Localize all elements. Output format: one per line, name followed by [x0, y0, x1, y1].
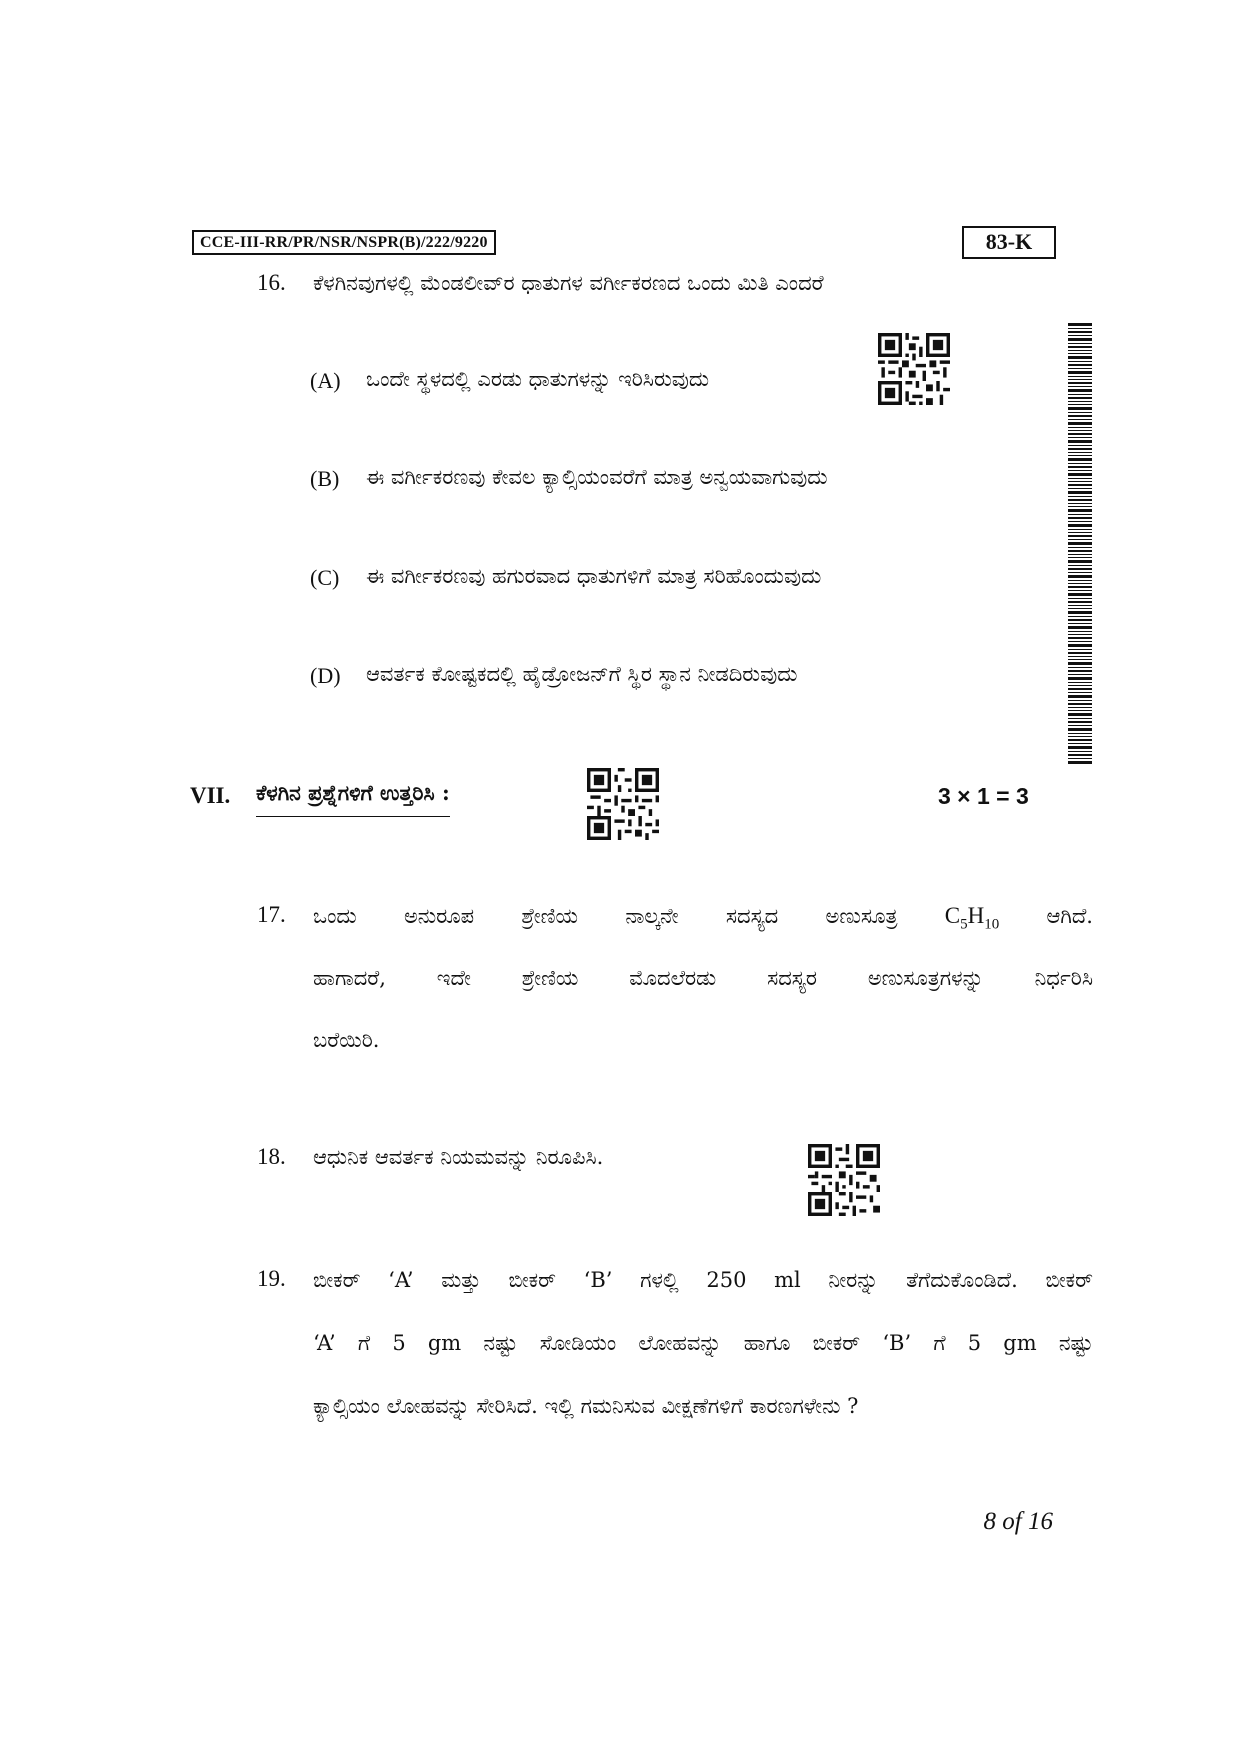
question-17-line-1: [313, 901, 1093, 940]
formula-hydrogen: H: [967, 903, 985, 928]
question-18-text: ಆಧುನಿಕ ಆವರ್ತಕ ನಿಯಮವನ್ನು ನಿರೂಪಿಸಿ.: [313, 1145, 604, 1169]
formula-carbon-subscript: 5: [960, 916, 968, 933]
option-a-label: (A): [310, 368, 341, 393]
question-17-line-2: ಹಾಗಾದರೆ, ಇದೇ ಶ್ರೇಣಿಯ ಮೊದಲೆರಡು ಸದಸ್ಯರ ಅಣುಸೂತ್ರಗಳನ್ನು ನಿರ್ಧರಿಸಿ: [313, 966, 1093, 990]
option-c-text: ಈ ವರ್ಗೀಕರಣವು ಹಗುರವಾದ ಧಾತುಗಳಿಗೆ ಮಾತ್ರ ಸರಿಹೊಂದುವುದು: [366, 564, 822, 588]
option-a-text: ಒಂದೇ ಸ್ಥಳದಲ್ಲಿ ಎರಡು ಧಾತುಗಳನ್ನು ಇರಿಸಿರುವುದು: [366, 367, 710, 391]
option-d-text: ಆವರ್ತಕ ಕೋಷ್ಟಕದಲ್ಲಿ ಹೈಡ್ರೋಜನ್‌ಗೆ ಸ್ಥಿರ ಸ್ಥಾನ ನೀಡದಿರುವುದು: [366, 662, 798, 686]
question-18-number: 18.: [257, 1144, 286, 1169]
option-b-text: ಈ ವರ್ಗೀಕರಣವು ಕೇವಲ ಕ್ಯಾಲ್ಸಿಯಂವರೆಗೆ ಮಾತ್ರ ಅನ್ವಯವಾಗುವುದು: [366, 465, 828, 489]
question-19-line-1: ಬೀಕರ್ ‘A’ ಮತ್ತು ಬೀಕರ್ ‘B’ ಗಳಲ್ಲಿ 250 ml ನೀರನ್ನು ತೆಗೆದುಕೊಂಡಿದೆ. ಬೀಕರ್: [313, 1268, 1093, 1292]
question-19-line-3: ಕ್ಯಾಲ್ಸಿಯಂ ಲೋಹವನ್ನು ಸೇರಿಸಿದೆ. ಇಲ್ಲಿ ಗಮನಿಸುವ ವೀಕ್ಷಣೆಗಳಿಗೆ ಕಾರಣಗಳೇನು ?: [313, 1394, 859, 1418]
page-number: 8 of 16: [983, 1508, 1053, 1535]
section-title: ಕೆಳಗಿನ ಪ್ರಶ್ನೆಗಳಿಗೆ ಉತ್ತರಿಸಿ :: [256, 780, 450, 817]
formula-carbon: C: [944, 903, 961, 928]
barcode-icon: [1068, 323, 1092, 765]
section-marks: 3 × 1 = 3: [938, 783, 1029, 809]
option-c-label: (C): [310, 565, 340, 590]
chemical-formula: [944, 903, 1000, 933]
qr-code-icon: [878, 333, 950, 405]
option-d-label: (D): [310, 663, 341, 688]
qr-code-icon: [808, 1144, 880, 1216]
question-19-number: 19.: [257, 1266, 286, 1291]
qr-code-icon: [587, 768, 659, 840]
question-17-text-start: ಒಂದು ಅನುರೂಪ ಶ್ರೇಣಿಯ ನಾಲ್ಕನೇ ಸದಸ್ಯದ ಅಣುಸೂತ್ರ: [313, 904, 898, 928]
question-17-text-end: ಆಗಿದೆ.: [1046, 904, 1093, 928]
option-b-label: (B): [310, 466, 340, 491]
paper-code-box: 83-K: [962, 226, 1056, 259]
question-16-text: ಕೆಳಗಿನವುಗಳಲ್ಲಿ ಮೆಂಡಲೀವ್‌ರ ಧಾತುಗಳ ವರ್ಗೀಕರಣದ ಒಂದು ಮಿತಿ ಎಂದರೆ: [313, 271, 824, 295]
question-17-line-3: ಬರೆಯಿರಿ.: [313, 1028, 380, 1052]
question-16-number: 16.: [257, 270, 286, 295]
section-number: VII.: [190, 783, 231, 808]
paper-header-code: CCE-III-RR/PR/NSR/NSPR(B)/222/9220: [192, 230, 496, 255]
question-17-number: 17.: [257, 902, 286, 927]
question-19-line-2: ‘A’ ಗೆ 5 gm ನಷ್ಟು ಸೋಡಿಯಂ ಲೋಹವನ್ನು ಹಾಗೂ ಬೀಕರ್ ‘B’ ಗೆ 5 gm ನಷ್ಟು: [313, 1331, 1093, 1355]
formula-hydrogen-subscript: 10: [984, 916, 1000, 933]
